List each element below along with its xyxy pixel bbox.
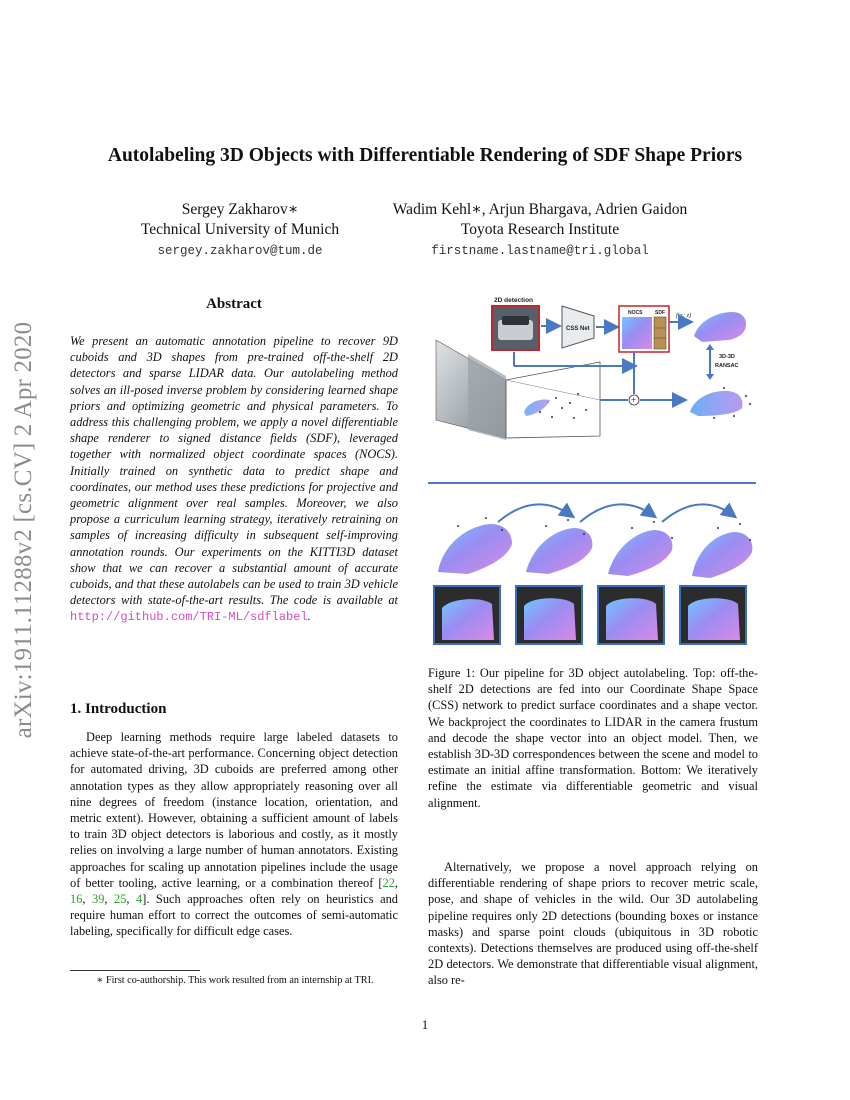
citation[interactable]: 16 [70, 892, 83, 907]
label-nocs: NOCS [628, 310, 643, 316]
intro-paragraph: Deep learning methods require large labeled datasets to achieve state-of-the-art performance. Concerning object detection for automated driving, 3D cuboids are preferred among other annotation types as they allow appropriately reasoning over all nine degrees of freedom (instance location, orientation, and metric extent). However, obtaining a sufficient amount of labels to train 3D object detectors is laborious and costly, as it mostly relies on involving a large number of human annotators. Existing approaches for scaling up annotation pipelines include the usage of better tooling, active learning, or a combination thereof [22, 16, 39, 25, 4]. Such approaches often rely on heuristics and require human effort to correct the outcomes of semi-automatic labeling, specifically for difficult edge cases. [70, 730, 398, 939]
render-silhouette [688, 598, 740, 640]
footnote: ∗ First co-authorship. This work resulted from an internship at TRI. [96, 975, 374, 986]
author-block-1 [120, 200, 360, 258]
arrow-ransac-head-up [706, 344, 714, 350]
author-email-1[interactable]: sergey.zakharov@tum.de [157, 244, 323, 258]
render-silhouette [524, 598, 576, 640]
author-name-1: Sergey Zakharov∗ [181, 201, 299, 218]
author-block-2 [375, 200, 705, 258]
paper-title: Autolabeling 3D Objects with Differentiable Rendering of SDF Shape Priors [107, 145, 743, 166]
label-sdf: SDF [655, 310, 665, 316]
abstract-heading: Abstract [206, 296, 262, 312]
citation[interactable]: 25 [114, 892, 127, 907]
nocs-map [622, 317, 652, 349]
citation[interactable]: 4 [136, 892, 143, 907]
iteration-arrow-2 [580, 504, 654, 522]
sdf-vector [654, 317, 666, 349]
decoded-car-model [694, 312, 746, 342]
footnote-rule [70, 970, 200, 971]
label-ransac-2: RANSAC [715, 363, 739, 369]
iteration-arrow-3 [662, 504, 734, 522]
figure-1 [428, 290, 760, 650]
label-css-net: CSS Net [566, 326, 590, 332]
abstract-end: . [307, 609, 311, 624]
lidar-frustum [506, 362, 600, 438]
page-number: 1 [421, 1017, 429, 1032]
abstract-text: We present an automatic annotation pipeline to recover 9D cuboids and 3D shapes from pre-trained off-the-shelf 2D detectors and sparse LIDAR data. Our autolabeling method solves an ill-posed inverse problem by considering learned shape priors and optimizing geometric and physical parameters. To address this challenging problem, we apply a novel differentiable shape renderer to signed distance fields (SDF), leveraged together with normalized object coordinate spaces (NOCS). Initially trained on synthetic data to predict shape and coordinates, our method uses these predictions for projective and geometric alignment over real samples. Moreover, we also propose a curriculum learning strategy, iteratively retraining on samples of increasing difficulty in subsequent self-improving annotation rounds. Our experiments on the KITTI3D dataset show that we can recover a substantial amount of accurate cuboids, and that these autolabels can be used to train 3D vehicle detectors with state-of-the-art results. The code is available at [70, 334, 398, 608]
camera-image-2 [468, 354, 506, 440]
figure-caption: Figure 1: Our pipeline for 3D object autolabeling. Top: off-the-shelf 2D detections are fed into our Coordinate Shape Space (CSS) network to predict surface coordinates and a shape vector. We backproject the coordinates to LIDAR in the camera frustum and decode the shape vector into an object model. Then, we establish 3D-3D correspondences between the scene and model to estimate an initial affine transformation. Bottom: We iteratively refine the estimate via differentiable geometric and visual alignment. [428, 666, 758, 810]
intro-text-b: ]. Such approaches often rely on heuristics and require human effort to correct the outcomes of semi-automatic labeling, specifically for difficult edge cases. [70, 892, 398, 939]
lidar-car-cloud [524, 400, 550, 417]
right-paragraph: Alternatively, we propose a novel approach relying on differentiable rendering of shape priors to recover metric scale, pose, and shape of vehicles in the wild. Our 3D autolabeling pipeline requires only 2D detections (bounding boxes or instance masks) and sparse point clouds (ubiquitous in 3D robotic contexts). Detections themselves are produced using off-the-shelf 2D detectors. We demonstrate that differentiable visual alignment, also re- [428, 860, 758, 988]
label-2d-detection: 2D detection [494, 297, 534, 304]
frustum-edge [506, 380, 600, 400]
author-name-2: Wadim Kehl∗, Arjun Bhargava, Adrien Gaidon [392, 201, 688, 218]
combine-symbol: + [631, 395, 637, 405]
iteration-shape-2 [526, 528, 592, 574]
code-link[interactable]: http://github.com/TRI-ML/sdflabel [70, 610, 308, 625]
author-email-2[interactable]: firstname.lastname@tri.global [431, 244, 649, 258]
author-affiliation-2: Toyota Research Institute [460, 221, 620, 238]
arxiv-id: arXiv:1911.11288v2 [cs.CV] 2 Apr 2020 [10, 321, 37, 739]
arrow-ransac-head-down [706, 374, 714, 380]
render-silhouette [606, 598, 658, 640]
iteration-shape-4 [692, 532, 752, 578]
intro-text-a: Deep learning methods require large labeled datasets to achieve state-of-the-art performance. Concerning object detection for automated driving, 3D cuboids are preferred among other annotation types as they allow appropriately reasoning over all nine degrees of freedom (instance location, orientation, and metric extent). However, obtaining a sufficient amount of labels to train 3D object detectors is laborious and costly, as it mostly relies on involving a large number of human annotators. Existing approaches for scaling up annotation pipelines include the usage of better tooling, active learning, or a combination thereof [ [70, 730, 398, 890]
abstract-body [70, 333, 398, 626]
iteration-arrow-1 [498, 504, 572, 522]
iteration-shape-3 [608, 530, 672, 576]
iteration-shape-1 [438, 524, 512, 574]
citation[interactable]: 39 [92, 892, 105, 907]
label-ransac-1: 3D-3D [719, 354, 735, 360]
citation[interactable]: 22 [382, 875, 395, 890]
author-affiliation-1: Technical University of Munich [140, 221, 340, 238]
render-silhouette [442, 599, 494, 640]
arxiv-stamp [4, 270, 44, 790]
label-decoder-function: f(x; z) [676, 312, 692, 319]
detection-car-window [502, 316, 529, 325]
intro-heading: 1. Introduction [70, 701, 167, 717]
aligned-car-cloud [690, 391, 742, 416]
lidar-points [539, 393, 587, 419]
